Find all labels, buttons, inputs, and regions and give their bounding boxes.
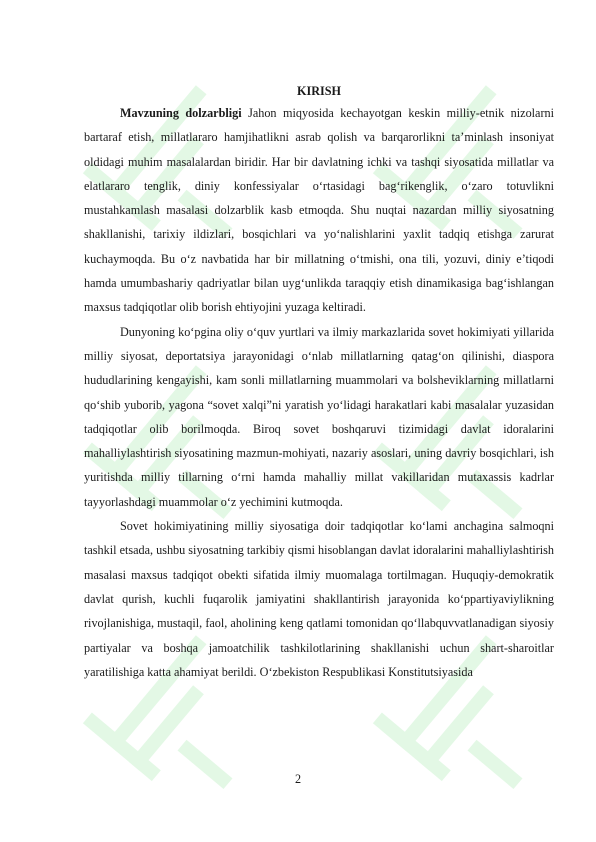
paragraph-text: Jahon miqyosida kechayotgan keskin milliy-etnik nizolarni bartaraf etish, millatlararo hamjihatlikni asrab qolish va barqarorlikni ta’minlash insoniyat oldidagi muhim masalalardan biridir. Har bir davlatning ichki va tashqi siyosatida millatlar va elatlararo tenglik, diniy konfessiyalar o‘rtasidagi bag‘rikenglik, o‘zaro totuvlikni mustahkamlash masalasi dolzarblik kasb etmoqda. Shu nuqtai nazardan milliy siyosatning shakllanishi, tarixiy ildizlari, bosqichlari va yo‘nalishlarini yaxlit tadqiq etishga zarurat kuchaymoqda. Bu o‘z navbatida har bir millatning o‘tmishi, ona tili, yozuvi, diniy e’tiqodi hamda umumbashariy qadriyatlar bilan uyg‘unlikda taraqqiy etish dinamikasiga bag‘ishlangan maxsus tadqiqotlar olib borish ehtiyojini yuzaga keltiradi.	[84, 106, 554, 315]
paragraph-2	[84, 320, 554, 514]
section-title: KIRISH	[296, 84, 342, 98]
paragraph-text: Dunyoning ko‘pgina oliy o‘quv yurtlari va ilmiy markazlarida sovet hokimiyati yillarida milliy siyosat, deportatsiya jarayonidagi o‘nlab millatlarning qatag‘on qilinishi, diaspora hududlarining kengayishi, kam sonli millatlarning muammolari va bolsheviklarning millatlarni qo‘shib yuborib, yagona “sovet xalqi”ni yaratish yo‘lidagi harakatlari kabi masalalar yuzasidan tadqiqotlar olib borilmoqda. Biroq sovet boshqaruvi tizimidagi davlat idoralarini mahalliylashtirish siyosatining mazmun-mohiyati, nazariy asoslari, uning davriy bosqichlari, ish yuritishda milliy tillarning o‘rni hamda mahalliy millat vakillaridan mutaxassis kadrlar tayyorlashdagi muammolar o‘z yechimini kutmoqda.	[84, 324, 554, 509]
paragraph-text: Sovet hokimiyatining milliy siyosatiga doir tadqiqotlar ko‘lami anchagina salmoqni tashkil etsada, ushbu siyosatning tarkibiy qismi hisoblangan davlat idoralarini mahalliylashtirish masalasi maxsus tadqiqot obekti sifatida ilmiy muomalaga tortilmagan. Huquqiy-demokratik davlat qurish, kuchli fuqarolik jamiyatini shakllantirish jarayonida ko‘ppartiyaviylikning rivojlanishiga, mustaqil, faol, aholining keng qatlami tomonidan qo‘llabquvvatlanadigan siyosiy partiyalar va boshqa jamoatchilik tashkilotlarining shakllanishi uchun shart-sharoitlar yaratilishiga katta ahamiyat berildi. O‘zbekiston Respublikasi Konstitutsiyasida	[84, 519, 554, 679]
document-body	[84, 80, 554, 684]
paragraph-1	[84, 101, 554, 320]
paragraph-lead: Mavzuning dolzarbligi	[120, 106, 242, 120]
paragraph-3	[84, 514, 554, 684]
page-number: 2	[294, 772, 302, 786]
